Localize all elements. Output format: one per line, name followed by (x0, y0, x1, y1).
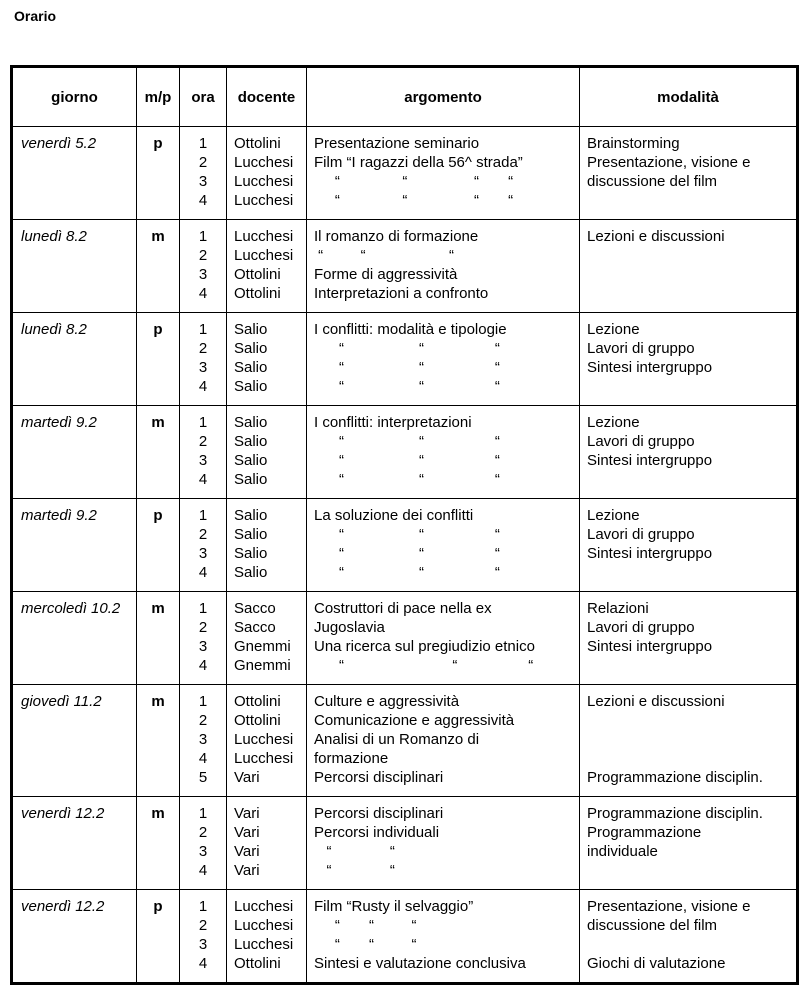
table-body (13, 127, 796, 982)
cell-line: Sacco (234, 600, 276, 617)
cell-line: 1 (198, 898, 208, 915)
cell-line: venerdì 5.2 (21, 135, 97, 152)
cell-argomento (307, 313, 580, 405)
table-row (13, 592, 796, 685)
cell-line: 1 (198, 135, 208, 152)
cell-line: Salio (234, 507, 268, 524)
cell-mp (137, 890, 180, 982)
cell-line: Jugoslavia (314, 619, 385, 636)
cell-line: 2 (198, 526, 208, 543)
cell-giorno (13, 127, 137, 219)
cell-line: Salio (234, 526, 268, 543)
cell-argomento (307, 127, 580, 219)
cell-line (587, 935, 792, 954)
cell-modalita (580, 499, 796, 591)
cell-line: 1 (198, 693, 208, 710)
cell-line: Salio (234, 471, 268, 488)
cell-ora (180, 127, 227, 219)
cell-mp (137, 592, 180, 684)
cell-line: 4 (198, 285, 208, 302)
cell-line: Ottolini (234, 693, 281, 710)
cell-line: m (151, 414, 165, 431)
cell-line: Ottolini (234, 135, 281, 152)
cell-line: Salio (234, 433, 268, 450)
cell-argomento (307, 592, 580, 684)
cell-line: “ “ “ (314, 471, 500, 488)
table-row (13, 127, 796, 220)
cell-giorno (13, 406, 137, 498)
cell-line: Salio (234, 564, 268, 581)
cell-docente (227, 685, 307, 796)
cell-line: discussione del film (587, 173, 718, 190)
cell-line: Lucchesi (234, 917, 294, 934)
cell-line: Lavori di gruppo (587, 433, 695, 450)
cell-argomento (307, 406, 580, 498)
cell-line: 4 (198, 862, 208, 879)
cell-line: 3 (198, 545, 208, 562)
cell-line: Programmazione disciplin. (587, 805, 763, 822)
cell-line: 3 (198, 843, 208, 860)
cell-line: 4 (198, 955, 208, 972)
cell-modalita (580, 685, 796, 796)
cell-line: “ “ “ (314, 657, 534, 674)
cell-modalita (580, 890, 796, 982)
cell-ora (180, 499, 227, 591)
cell-mp (137, 685, 180, 796)
cell-line: Lucchesi (234, 228, 294, 245)
cell-docente (227, 313, 307, 405)
cell-line: Percorsi individuali (314, 824, 440, 841)
table-header-row (13, 68, 796, 127)
cell-docente (227, 797, 307, 889)
cell-line: Ottolini (234, 266, 281, 283)
cell-line: “ “ “ (314, 936, 417, 953)
cell-line: “ “ “ “ (314, 192, 514, 209)
cell-line: “ “ “ (314, 526, 500, 543)
cell-docente (227, 406, 307, 498)
header-ora: ora (180, 68, 227, 126)
cell-modalita (580, 313, 796, 405)
cell-giorno (13, 499, 137, 591)
cell-giorno (13, 685, 137, 796)
cell-line: “ “ “ (314, 247, 455, 264)
cell-line: Costruttori di pace nella ex (314, 600, 492, 617)
cell-line: 1 (198, 507, 208, 524)
cell-line: 2 (198, 712, 208, 729)
cell-line: Analisi di un Romanzo di (314, 731, 480, 748)
table-row (13, 685, 796, 797)
table-row (13, 890, 796, 982)
cell-line: Relazioni (587, 600, 649, 617)
schedule-table (10, 65, 799, 985)
cell-line: m (151, 693, 165, 710)
cell-line: Programmazione (587, 824, 702, 841)
cell-line: 4 (198, 564, 208, 581)
cell-line: discussione del film (587, 917, 718, 934)
cell-line: “ “ (314, 843, 395, 860)
cell-line: “ “ “ (314, 545, 500, 562)
cell-line: 3 (198, 452, 208, 469)
cell-line: Salio (234, 378, 268, 395)
cell-line: Film “Rusty il selvaggio” (314, 898, 474, 915)
cell-line: Percorsi disciplinari (314, 769, 444, 786)
cell-line: “ “ “ “ (314, 173, 514, 190)
cell-line: 1 (198, 414, 208, 431)
cell-line: Comunicazione e aggressività (314, 712, 515, 729)
cell-line: 1 (198, 600, 208, 617)
table-row (13, 499, 796, 592)
cell-line: martedì 9.2 (21, 414, 97, 431)
cell-line: Lezione (587, 321, 640, 338)
header-mp: m/p (137, 68, 180, 126)
cell-line: Ottolini (234, 955, 281, 972)
cell-line: Lavori di gruppo (587, 526, 695, 543)
cell-line: Salio (234, 359, 268, 376)
cell-mp (137, 127, 180, 219)
cell-line: Lucchesi (234, 750, 294, 767)
table-row (13, 797, 796, 890)
cell-line: Ottolini (234, 712, 281, 729)
cell-line (587, 711, 792, 730)
cell-line: Lezioni e discussioni (587, 693, 725, 710)
cell-ora (180, 890, 227, 982)
cell-line: Giochi di valutazione (587, 955, 726, 972)
cell-docente (227, 890, 307, 982)
cell-line: individuale (587, 843, 658, 860)
cell-giorno (13, 797, 137, 889)
cell-line: “ “ “ (314, 359, 500, 376)
cell-line: 2 (198, 917, 208, 934)
cell-line: 5 (198, 769, 208, 786)
cell-line: 4 (198, 750, 208, 767)
cell-line: Lezione (587, 507, 640, 524)
cell-giorno (13, 220, 137, 312)
cell-docente (227, 499, 307, 591)
cell-modalita (580, 220, 796, 312)
cell-line: Brainstorming (587, 135, 680, 152)
cell-modalita (580, 406, 796, 498)
cell-line: Lucchesi (234, 898, 294, 915)
cell-line: 2 (198, 340, 208, 357)
cell-line: “ “ “ (314, 340, 500, 357)
cell-line: 3 (198, 731, 208, 748)
cell-mp (137, 797, 180, 889)
cell-line: Lavori di gruppo (587, 619, 695, 636)
cell-line: Salio (234, 340, 268, 357)
cell-argomento (307, 797, 580, 889)
cell-line: 3 (198, 173, 208, 190)
cell-line: lunedì 8.2 (21, 321, 87, 338)
cell-giorno (13, 313, 137, 405)
cell-line: 4 (198, 378, 208, 395)
cell-line: 2 (198, 619, 208, 636)
cell-line: Presentazione, visione e (587, 154, 751, 171)
cell-line: Lucchesi (234, 192, 294, 209)
cell-line: Vari (234, 824, 260, 841)
cell-line: 4 (198, 471, 208, 488)
cell-line (587, 749, 792, 768)
cell-argomento (307, 685, 580, 796)
cell-line: Vari (234, 843, 260, 860)
cell-argomento (307, 499, 580, 591)
cell-line: mercoledì 10.2 (21, 600, 121, 617)
cell-ora (180, 313, 227, 405)
cell-modalita (580, 592, 796, 684)
cell-line: Lucchesi (234, 173, 294, 190)
cell-mp (137, 220, 180, 312)
cell-line: formazione (314, 750, 389, 767)
cell-line: p (153, 321, 163, 338)
cell-line: I conflitti: interpretazioni (314, 414, 472, 431)
table-row (13, 313, 796, 406)
header-docente: docente (227, 68, 307, 126)
cell-modalita (580, 127, 796, 219)
cell-line: Sintesi intergruppo (587, 359, 713, 376)
cell-line: Sintesi intergruppo (587, 638, 713, 655)
header-argomento: argomento (307, 68, 580, 126)
cell-line: 4 (198, 192, 208, 209)
cell-ora (180, 592, 227, 684)
cell-line: Sintesi intergruppo (587, 545, 713, 562)
cell-line: 1 (198, 228, 208, 245)
cell-mp (137, 499, 180, 591)
cell-line: Presentazione seminario (314, 135, 480, 152)
cell-line: Salio (234, 452, 268, 469)
cell-line: Salio (234, 414, 268, 431)
page-title: Orario (14, 8, 57, 24)
cell-line: La soluzione dei conflitti (314, 507, 474, 524)
cell-line: martedì 9.2 (21, 507, 97, 524)
cell-line: Percorsi disciplinari (314, 805, 444, 822)
cell-line: Sacco (234, 619, 276, 636)
cell-line: 2 (198, 154, 208, 171)
cell-ora (180, 220, 227, 312)
cell-line: Gnemmi (234, 638, 291, 655)
cell-line: Presentazione, visione e (587, 898, 751, 915)
cell-docente (227, 592, 307, 684)
cell-line: 2 (198, 247, 208, 264)
cell-line: m (151, 805, 165, 822)
cell-line: m (151, 600, 165, 617)
cell-line: 3 (198, 266, 208, 283)
header-modalita: modalità (657, 88, 719, 106)
cell-giorno (13, 890, 137, 982)
cell-docente (227, 127, 307, 219)
cell-line: Lucchesi (234, 731, 294, 748)
header-giorno: giorno (13, 68, 137, 126)
cell-giorno (13, 592, 137, 684)
cell-line (587, 730, 792, 749)
cell-line: venerdì 12.2 (21, 805, 105, 822)
cell-line: Programmazione disciplin. (587, 769, 763, 786)
cell-ora (180, 685, 227, 796)
cell-line: giovedì 11.2 (21, 693, 102, 710)
cell-docente (227, 220, 307, 312)
cell-line: Lezioni e discussioni (587, 228, 725, 245)
cell-line: 1 (198, 321, 208, 338)
cell-line: “ “ “ (314, 452, 500, 469)
cell-line: Forme di aggressività (314, 266, 458, 283)
cell-line: Salio (234, 321, 268, 338)
cell-line: Vari (234, 805, 260, 822)
cell-line: Sintesi intergruppo (587, 452, 713, 469)
cell-line: 2 (198, 824, 208, 841)
cell-line: Lucchesi (234, 247, 294, 264)
cell-line: “ “ “ (314, 378, 500, 395)
cell-line: I conflitti: modalità e tipologie (314, 321, 507, 338)
cell-mp (137, 313, 180, 405)
cell-line: Lucchesi (234, 154, 294, 171)
cell-line: lunedì 8.2 (21, 228, 87, 245)
cell-line: “ “ “ (314, 433, 500, 450)
cell-mp (137, 406, 180, 498)
cell-line: Il romanzo di formazione (314, 228, 479, 245)
cell-line: Lezione (587, 414, 640, 431)
cell-line: 3 (198, 638, 208, 655)
table-row (13, 406, 796, 499)
cell-line: Culture e aggressività (314, 693, 460, 710)
cell-line: 4 (198, 657, 208, 674)
cell-line: Vari (234, 862, 260, 879)
cell-line: Lucchesi (234, 936, 294, 953)
cell-line: m (151, 228, 165, 245)
cell-line: p (153, 507, 163, 524)
cell-argomento (307, 890, 580, 982)
cell-line: 3 (198, 359, 208, 376)
cell-line: Lavori di gruppo (587, 340, 695, 357)
cell-line: Sintesi e valutazione conclusiva (314, 955, 526, 972)
cell-line: “ “ (314, 862, 395, 879)
cell-line: Film “I ragazzi della 56^ strada” (314, 154, 523, 171)
cell-line: “ “ “ (314, 564, 500, 581)
cell-modalita (580, 797, 796, 889)
cell-line: p (153, 135, 163, 152)
cell-line: “ “ “ (314, 917, 417, 934)
table-row (13, 220, 796, 313)
cell-line: Ottolini (234, 285, 281, 302)
cell-line: 2 (198, 433, 208, 450)
cell-line: Gnemmi (234, 657, 291, 674)
cell-ora (180, 797, 227, 889)
cell-ora (180, 406, 227, 498)
cell-line: Una ricerca sul pregiudizio etnico (314, 638, 535, 655)
cell-line: venerdì 12.2 (21, 898, 105, 915)
cell-line: Salio (234, 545, 268, 562)
cell-line: 1 (198, 805, 208, 822)
cell-argomento (307, 220, 580, 312)
cell-line: p (153, 898, 163, 915)
cell-line: Vari (234, 769, 260, 786)
cell-line: Interpretazioni a confronto (314, 285, 489, 302)
cell-line: 3 (198, 936, 208, 953)
